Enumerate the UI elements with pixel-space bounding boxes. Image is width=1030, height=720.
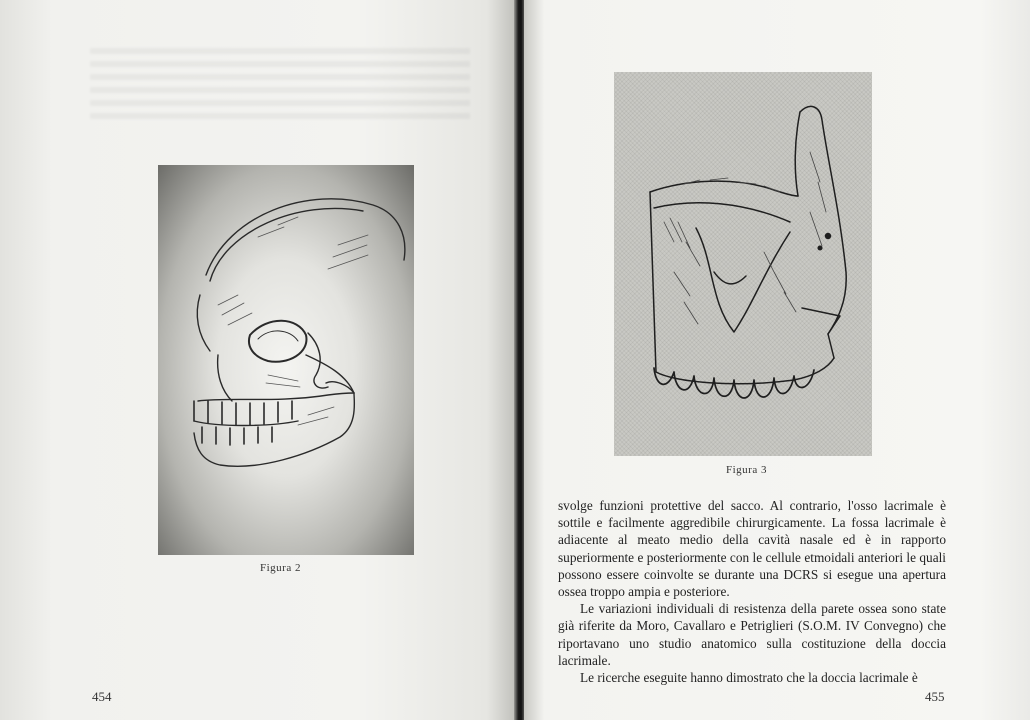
figure-3-maxilla-drawing: [614, 72, 872, 456]
paragraph-2: Le variazioni individuali di resistenza della parete ossea sono state già riferite da Moro, Cavallaro e Petriglieri (S.O.M. IV Convegno) che riportavano uno studio anatomico sulla costituzione della doccia lacrimale.: [558, 601, 946, 668]
maxilla-bone-illustration-icon: [614, 72, 872, 456]
skull-illustration-icon: [158, 165, 414, 555]
show-through-text: [90, 48, 470, 120]
figure-2-skull-drawing: [158, 165, 414, 555]
figure-3-caption: Figura 3: [726, 464, 767, 476]
page-number-left: 454: [92, 689, 112, 704]
paragraph-3: Le ricerche eseguite hanno dimostrato che la doccia lacrimale è: [580, 670, 918, 686]
page-number-right: 455: [925, 689, 945, 704]
paragraph-1: svolge funzioni protettive del sacco. Al contrario, l'osso lacrimale è sottile e facilmente aggredibile chirurgicamente. La fossa lacrimale è adiacente al meato medio della cavità nasale ed è in rapporto superiormente e posteriormente con le cellule etmoidali anteriori le quali possono essere coinvolte se durante una DCRS si esegue una apertura ossea troppo ampia e posteriore.: [558, 498, 946, 600]
body-text: [558, 497, 946, 686]
figure-2-caption: Figura 2: [260, 562, 301, 574]
